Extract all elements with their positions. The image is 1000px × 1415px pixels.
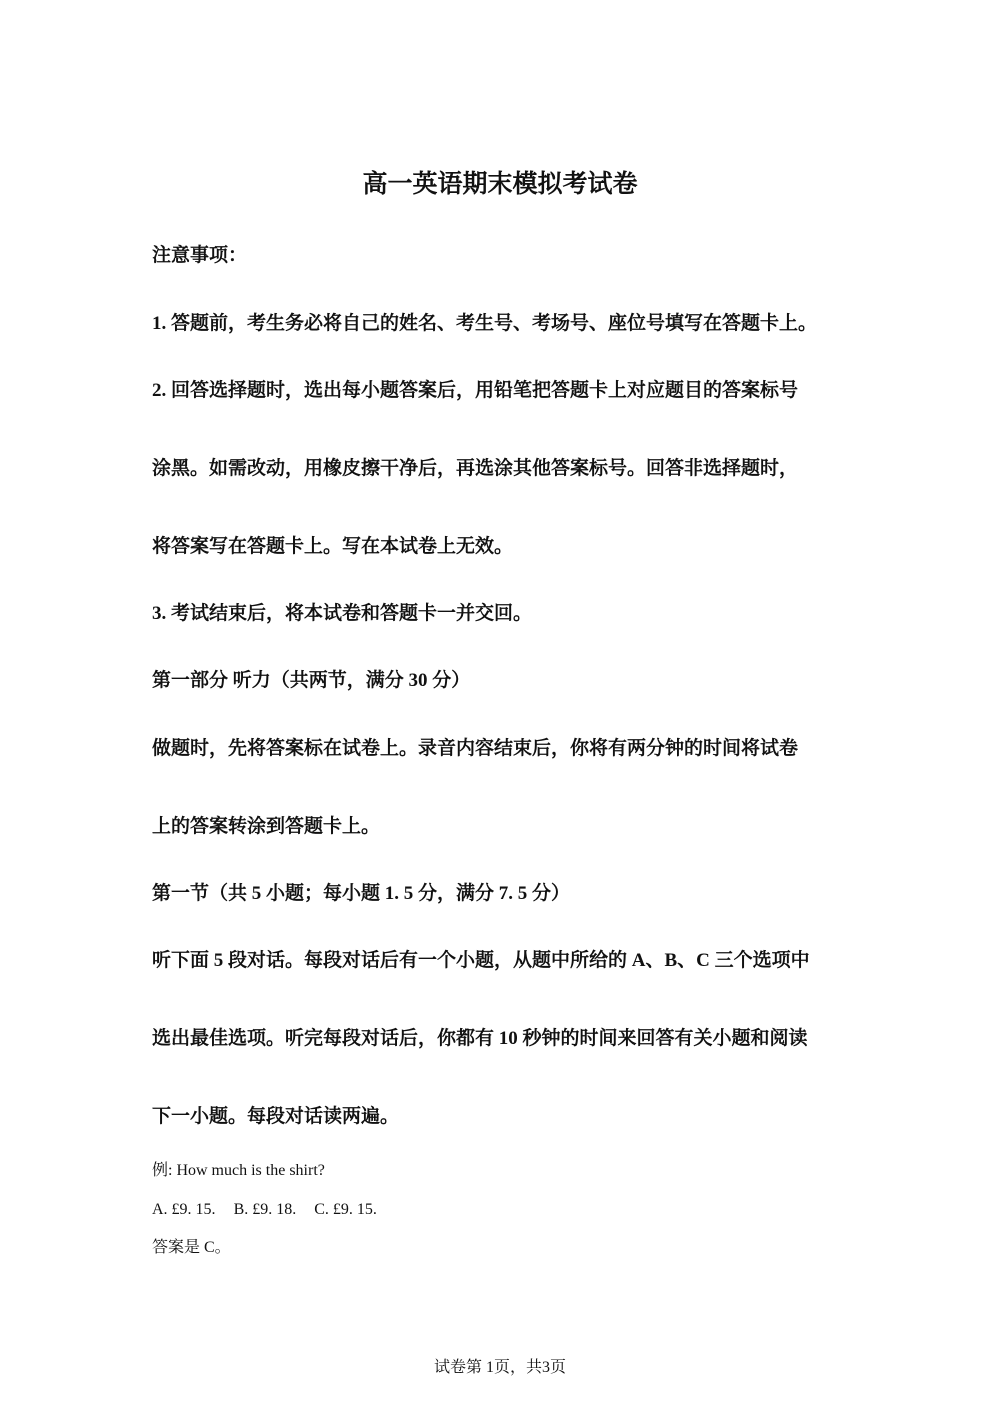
notice-heading: 注意事项： <box>152 245 248 266</box>
notice-line-3: 涂黑。如需改动，用橡皮擦干净后，再选涂其他答案标号。回答非选择题时， <box>152 458 799 479</box>
example-question: 例: How much is the shirt? <box>152 1162 325 1179</box>
part1-instruction-1: 做题时，先将答案标在试卷上。录音内容结束后，你将有两分钟的时间将试卷 <box>152 738 799 759</box>
part1-heading: 第一部分 听力（共两节，满分 30 分） <box>152 670 471 691</box>
example-answer: 答案是 C。 <box>152 1239 231 1256</box>
section1-instruction-3: 下一小题。每段对话读两遍。 <box>152 1106 400 1127</box>
page-footer: 试卷第 1页，共3页 <box>433 1359 566 1376</box>
section1-heading: 第一节（共 5 小题；每小题 1. 5 分，满分 7. 5 分） <box>152 883 571 904</box>
example-option-c: C. £9. 15. <box>314 1201 377 1218</box>
section1-instruction-1: 听下面 5 段对话。每段对话后有一个小题，从题中所给的 A、B、C 三个选项中 <box>152 950 810 971</box>
notice-line-5: 3. 考试结束后，将本试卷和答题卡一并交回。 <box>152 603 533 624</box>
example-option-a: A. £9. 15. <box>152 1201 216 1218</box>
notice-line-4: 将答案写在答题卡上。写在本试卷上无效。 <box>152 536 514 557</box>
section1-instruction-2: 选出最佳选项。听完每段对话后，你都有 10 秒钟的时间来回答有关小题和阅读 <box>152 1028 808 1049</box>
example-options <box>152 1199 377 1221</box>
notice-line-1: 1. 答题前，考生务必将自己的姓名、考生号、考场号、座位号填写在答题卡上。 <box>152 313 818 334</box>
exam-title: 高一英语期末模拟考试卷 <box>362 171 638 198</box>
notice-line-2: 2. 回答选择题时，选出每小题答案后，用铅笔把答题卡上对应题目的答案标号 <box>152 380 799 401</box>
part1-instruction-2: 上的答案转涂到答题卡上。 <box>152 816 381 837</box>
example-option-b: B. £9. 18. <box>233 1201 297 1218</box>
